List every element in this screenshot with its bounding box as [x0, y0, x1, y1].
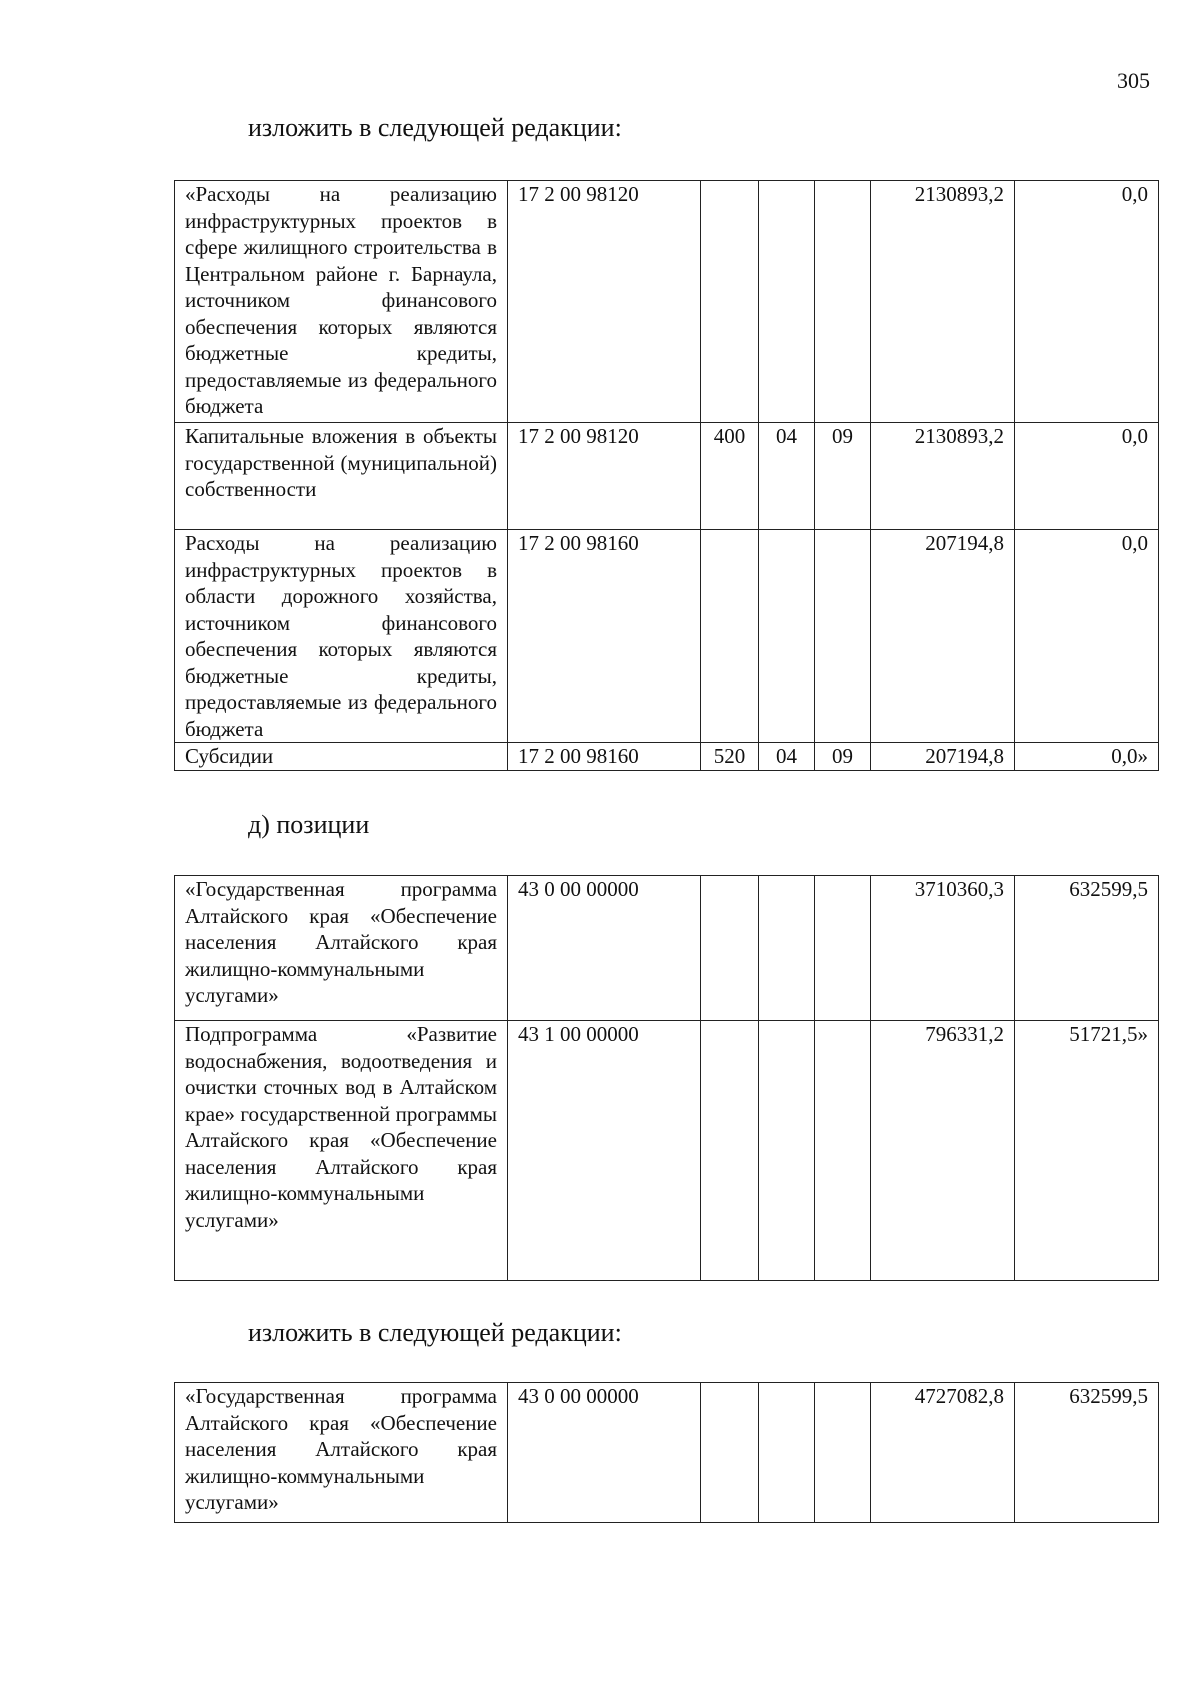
target-article-code: 17 2 00 98160 [508, 530, 701, 743]
subsection-code [815, 181, 871, 423]
table-row [175, 1021, 1159, 1281]
expense-type-code [701, 876, 759, 1021]
section-code: 04 [759, 743, 815, 771]
expense-type-code [701, 1383, 759, 1523]
section-code [759, 876, 815, 1021]
row-name: «Расходы на реализацию инфраструктурных проектов в сфере жилищного строительства в Центральном районе г. Барнаула, источником финансового обеспечения которых являются бюджетные кредиты, предоставляемые из федерального бюджета [175, 181, 508, 423]
amount-1: 4727082,8 [871, 1383, 1015, 1523]
amount-2: 632599,5 [1015, 876, 1159, 1021]
amount-2: 0,0 [1015, 530, 1159, 743]
table-row [175, 423, 1159, 530]
expense-type-code [701, 530, 759, 743]
section-code [759, 1021, 815, 1281]
target-article-code: 43 0 00 00000 [508, 1383, 701, 1523]
row-name: «Государственная программа Алтайского края «Обеспечение населения Алтайского края жилищно-коммунальными услугами» [175, 1383, 508, 1523]
row-name: Капитальные вложения в объекты государственной (муниципальной) собственности [175, 423, 508, 530]
subsection-code: 09 [815, 743, 871, 771]
amount-2: 51721,5» [1015, 1021, 1159, 1281]
subsection-code [815, 1383, 871, 1523]
target-article-code: 17 2 00 98120 [508, 181, 701, 423]
subsection-code: 09 [815, 423, 871, 530]
amount-1: 3710360,3 [871, 876, 1015, 1021]
target-article-code: 43 0 00 00000 [508, 876, 701, 1021]
expense-type-code [701, 181, 759, 423]
row-name: Субсидии [175, 743, 508, 771]
expense-type-code [701, 1021, 759, 1281]
expense-type-code: 400 [701, 423, 759, 530]
amount-1: 796331,2 [871, 1021, 1015, 1281]
target-article-code: 43 1 00 00000 [508, 1021, 701, 1281]
amount-2: 0,0 [1015, 181, 1159, 423]
subsection-code [815, 876, 871, 1021]
amount-1: 207194,8 [871, 530, 1015, 743]
budget-table-2 [174, 875, 1159, 1281]
row-name: Расходы на реализацию инфраструктурных проектов в области дорожного хозяйства, источником финансового обеспечения которых являются бюджетные кредиты, предоставляемые из федерального бюджета [175, 530, 508, 743]
section-code [759, 530, 815, 743]
table-row [175, 1383, 1159, 1523]
expense-type-code: 520 [701, 743, 759, 771]
amount-2: 0,0» [1015, 743, 1159, 771]
subsection-code [815, 530, 871, 743]
table-row [175, 743, 1159, 771]
amount-1: 207194,8 [871, 743, 1015, 771]
page-number: 305 [1117, 68, 1150, 93]
table-row [175, 181, 1159, 423]
target-article-code: 17 2 00 98120 [508, 423, 701, 530]
table-row [175, 876, 1159, 1021]
section-heading-3: изложить в следующей редакции: [248, 1318, 622, 1347]
table-row [175, 530, 1159, 743]
subsection-code [815, 1021, 871, 1281]
section-heading-2: д) позиции [248, 810, 370, 839]
amount-1: 2130893,2 [871, 423, 1015, 530]
section-heading-1: изложить в следующей редакции: [248, 113, 622, 142]
row-name: «Государственная программа Алтайского края «Обеспечение населения Алтайского края жилищно-коммунальными услугами» [175, 876, 508, 1021]
budget-table-3 [174, 1382, 1159, 1523]
row-name: Подпрограмма «Развитие водоснабжения, водоотведения и очистки сточных вод в Алтайском крае» государственной программы Алтайского края «Обеспечение населения Алтайского края жилищно-коммунальными услугами» [175, 1021, 508, 1281]
amount-2: 0,0 [1015, 423, 1159, 530]
target-article-code: 17 2 00 98160 [508, 743, 701, 771]
amount-2: 632599,5 [1015, 1383, 1159, 1523]
section-code [759, 1383, 815, 1523]
section-code: 04 [759, 423, 815, 530]
budget-table-1 [174, 180, 1159, 771]
amount-1: 2130893,2 [871, 181, 1015, 423]
section-code [759, 181, 815, 423]
